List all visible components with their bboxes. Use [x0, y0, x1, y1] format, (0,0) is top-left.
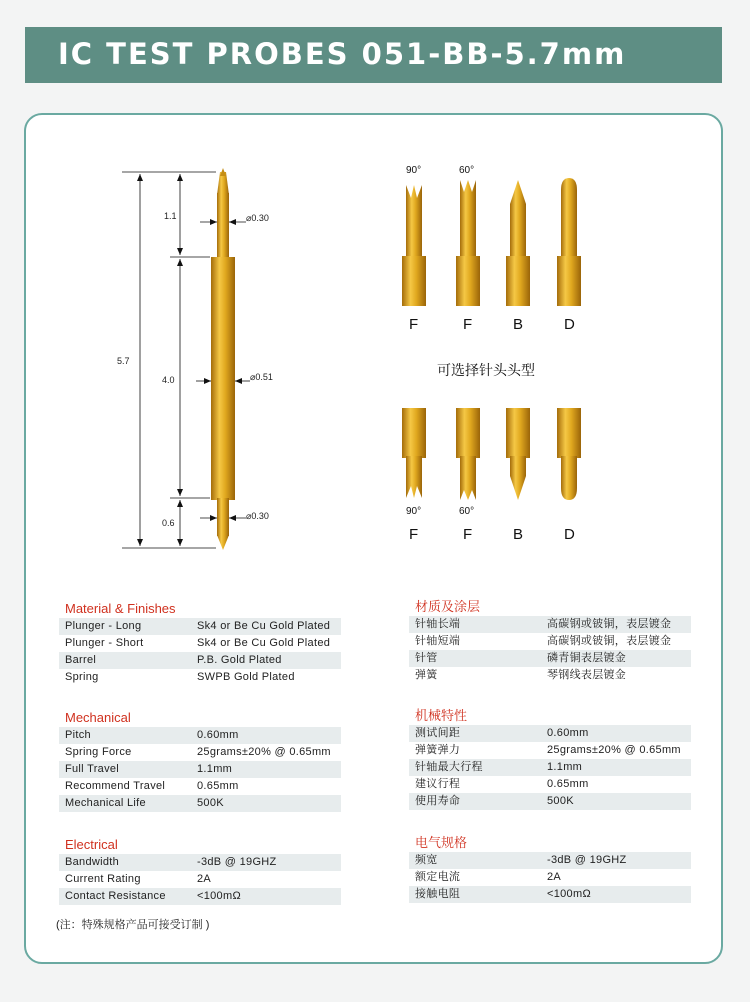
- tip-bottom-f90: [402, 408, 426, 498]
- section-title-mechanical-cn: 机械特性: [415, 708, 468, 723]
- dim-dia-bottom: ⌀0.30: [246, 511, 269, 521]
- dim-barrel-length: 4.0: [162, 375, 175, 385]
- spec-row: Contact Resistance <100mΩ: [59, 888, 341, 905]
- tip-angle-top-90: 90°: [406, 165, 422, 176]
- spec-row: 弹簧弹力 25grams±20% @ 0.65mm: [415, 744, 681, 756]
- spec-row: 针轴短端 高碳钢或铍铜，表层镀金: [415, 635, 672, 647]
- tip-bottom-f60: [456, 408, 480, 500]
- spec-mechanical-en: [59, 709, 341, 812]
- spec-row: Spring Force 25grams±20% @ 0.65mm: [65, 746, 331, 758]
- spec-row: 频宽 -3dB @ 19GHZ: [409, 852, 691, 869]
- spec-row: Bandwidth -3dB @ 19GHZ: [59, 854, 341, 871]
- tip-angle-top-60: 60°: [459, 165, 475, 176]
- dim-dia-barrel: ⌀0.51: [250, 372, 273, 382]
- spec-material-en: [59, 600, 341, 686]
- spec-row: 使用寿命 500K: [409, 793, 691, 810]
- spec-electrical-cn: [409, 834, 691, 903]
- spec-row: Plunger - Short Sk4 or Be Cu Gold Plated: [65, 637, 331, 649]
- spec-row: Full Travel 1.1mm: [59, 761, 341, 778]
- tip-letter-top-1: F: [409, 316, 419, 333]
- tip-letter-bottom-2: F: [463, 526, 473, 543]
- dim-total-length: 5.7: [117, 356, 130, 366]
- tip-angle-bottom-60: 60°: [459, 506, 475, 517]
- spec-row: Recommend Travel 0.65mm: [65, 780, 239, 792]
- spec-row: Pitch 0.60mm: [59, 727, 341, 744]
- tip-letter-top-4: D: [564, 316, 575, 333]
- tip-types-caption: 可选择针头头型: [437, 362, 535, 378]
- tip-top-d: [557, 178, 581, 306]
- section-title-mechanical-en: Mechanical: [65, 710, 131, 725]
- spec-row: 接触电阻 <100mΩ: [409, 886, 691, 903]
- spec-row: 针轴长端 高碳钢或铍铜，表层镀金: [409, 616, 691, 633]
- spec-electrical-en: [59, 836, 341, 905]
- tip-bottom-d: [557, 408, 581, 500]
- tip-letter-bottom-1: F: [409, 526, 419, 543]
- spec-row: Mechanical Life 500K: [59, 795, 341, 812]
- custom-spec-note: (注：特殊规格产品可接受订制 ): [56, 919, 210, 931]
- tip-top-f90: [402, 185, 426, 306]
- spec-row: 针管 磷青铜表层镀金: [409, 650, 691, 667]
- tip-letter-top-3: B: [513, 316, 524, 333]
- dim-plunger-bottom-length: 0.6: [162, 518, 175, 528]
- spec-row: 额定电流 2A: [415, 871, 562, 883]
- section-title-material-cn: 材质及涂层: [415, 599, 481, 614]
- section-title-material-en: Material & Finishes: [65, 601, 176, 616]
- spec-row: Barrel P.B. Gold Plated: [59, 652, 341, 669]
- section-title-electrical-cn: 电气规格: [415, 835, 468, 850]
- spec-row: 弹簧 琴钢线表层镀金: [415, 669, 627, 681]
- spec-row: Plunger - Long Sk4 or Be Cu Gold Plated: [59, 618, 341, 635]
- dim-plunger-top-length: 1.1: [164, 211, 177, 221]
- spec-material-cn: [409, 598, 691, 684]
- spec-row: Spring SWPB Gold Plated: [65, 671, 295, 683]
- spec-row: 测试间距 0.60mm: [409, 725, 691, 742]
- spec-row: Current Rating 2A: [65, 873, 212, 885]
- dim-dia-top: ⌀0.30: [246, 213, 269, 223]
- spec-row: 针轴最大行程 1.1mm: [409, 759, 691, 776]
- tip-letter-top-2: F: [463, 316, 473, 333]
- tip-types-top: [402, 178, 581, 306]
- tip-top-b: [506, 180, 530, 306]
- spec-mechanical-cn: [409, 707, 691, 810]
- tip-types-bottom: [402, 408, 581, 500]
- tip-top-f60: [456, 180, 480, 306]
- section-title-electrical-en: Electrical: [65, 837, 118, 852]
- tip-letter-bottom-3: B: [513, 526, 524, 543]
- tip-angle-bottom-90: 90°: [406, 506, 422, 517]
- tip-bottom-b: [506, 408, 530, 500]
- main-probe: [211, 168, 235, 550]
- spec-row: 建议行程 0.65mm: [415, 778, 589, 790]
- page-title: IC TEST PROBES 051-BB-5.7mm: [58, 37, 627, 71]
- tip-letter-bottom-4: D: [564, 526, 575, 543]
